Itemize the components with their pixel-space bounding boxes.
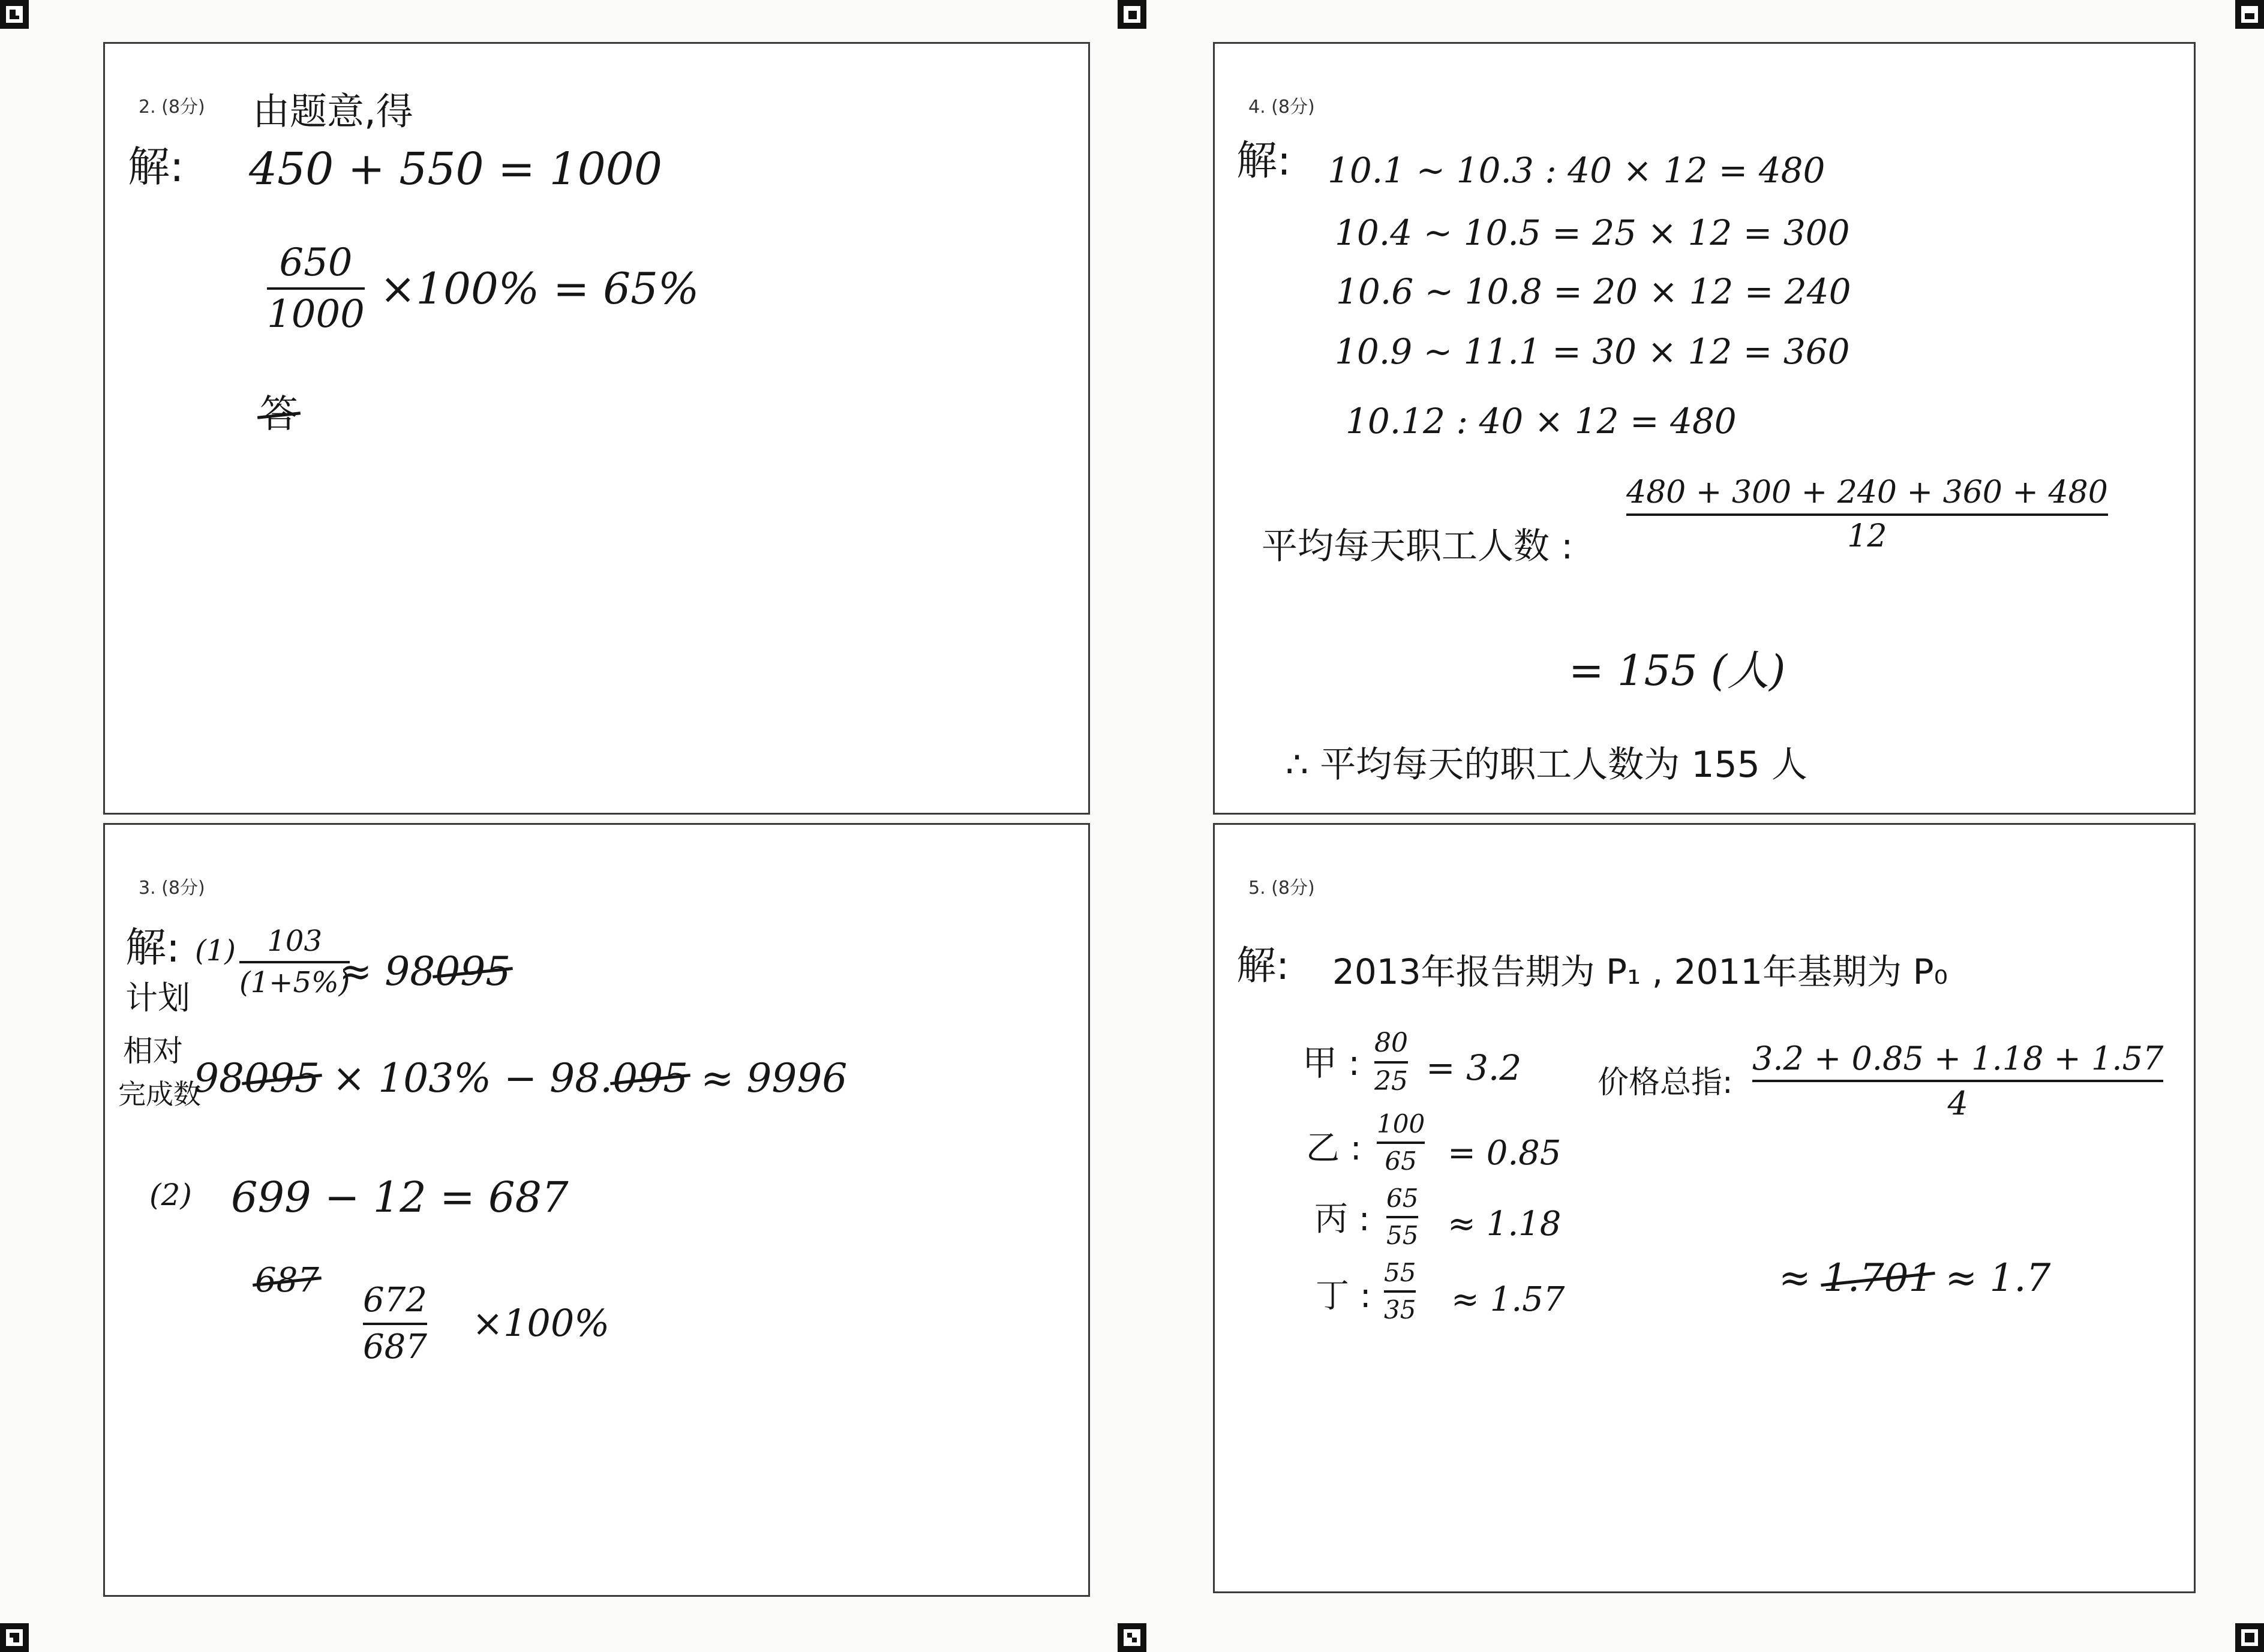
corner-marker-bottom-left: [0, 1623, 29, 1652]
handwritten-percent: ×100%: [472, 1301, 610, 1345]
handwritten-answer-scribble: 答: [260, 392, 298, 437]
handwritten-bing-fraction: 65 55: [1386, 1184, 1419, 1251]
handwritten-fraction: [239, 926, 350, 999]
handwritten-average-fraction: [1626, 476, 2108, 554]
question-label: 4. (8分): [1248, 97, 1315, 118]
corner-marker-bottom-center: [1118, 1623, 1146, 1652]
handwritten-row-3: 10.6 ~ 10.8 = 20 × 12 = 240: [1336, 271, 1851, 312]
handwritten-ding-fraction: 55 35: [1384, 1258, 1416, 1325]
handwritten-index-label: 价格总指:: [1598, 1065, 1733, 1101]
fraction-numerator: 480 + 300 + 240 + 360 + 480: [1626, 474, 2108, 510]
handwritten-jia-fraction: 80 25: [1374, 1028, 1408, 1097]
answer-panel-q4: [1213, 42, 2196, 815]
handwritten-part2: (2): [149, 1178, 192, 1212]
handwritten-fraction-2: [363, 1282, 427, 1365]
handwritten-row-2: 10.4 ~ 10.5 = 25 × 12 = 300: [1335, 212, 1850, 253]
handwritten-intro: 2013年报告期为 P₁ , 2011年基期为 P₀: [1332, 951, 1948, 992]
handwritten-ding-result: ≈ 1.57: [1451, 1280, 1565, 1319]
handwritten-bing-result: ≈ 1.18: [1448, 1205, 1562, 1243]
handwritten-jie: 解:: [125, 924, 180, 972]
handwritten-calc2: 699 − 12 = 687: [231, 1173, 569, 1222]
answer-panel-q2: [103, 42, 1090, 815]
corner-marker-top-left: [0, 0, 29, 29]
fraction-numerator: 103: [267, 924, 322, 958]
handwritten-yi-result: = 0.85: [1448, 1134, 1562, 1173]
handwritten-fraction: [267, 242, 365, 336]
answer-panel-q5: [1213, 823, 2196, 1593]
handwritten-calc-line: 98095 × 103% − 98.095 ≈ 9996: [194, 1055, 848, 1101]
handwritten-struck-word: 687: [255, 1261, 319, 1300]
handwritten-sum: 450 + 550 = 1000: [249, 143, 662, 195]
fraction-bar: [267, 287, 365, 290]
handwritten-average-label: 平均每天职工人数 :: [1262, 525, 1574, 567]
fraction-denominator: (1+5%): [239, 965, 350, 999]
handwritten-row-1: 10.1 ~ 10.3 : 40 × 12 = 480: [1328, 150, 1825, 191]
handwritten-ding-label: 丁 :: [1316, 1276, 1371, 1315]
handwritten-index-fraction: 3.2 + 0.85 + 1.18 + 1.57 4: [1752, 1040, 2164, 1123]
fraction-bar: [1626, 513, 2108, 516]
answer-panel-q3: [103, 823, 1090, 1597]
handwritten-bing-label: 丙 :: [1314, 1200, 1370, 1239]
question-label: 3. (8分): [139, 878, 205, 899]
handwritten-conclusion: ∴ 平均每天的职工人数为 155 人: [1286, 744, 1807, 786]
handwritten-jia-result: = 3.2: [1426, 1047, 1522, 1088]
question-label: 5. (8分): [1248, 878, 1315, 899]
handwritten-jie: 解:: [1236, 942, 1290, 989]
handwritten-row-4: 10.9 ~ 11.1 = 30 × 12 = 360: [1335, 331, 1850, 372]
handwritten-jie: 解:: [1236, 137, 1291, 185]
handwritten-average-result: = 155 (人): [1569, 646, 1786, 695]
handwritten-row-5: 10.12 : 40 × 12 = 480: [1346, 401, 1737, 441]
struck-digits: 1.701: [1822, 1256, 1933, 1300]
handwritten-yi-fraction: 100 65: [1377, 1109, 1425, 1176]
struck-digits: 095: [435, 948, 511, 995]
fraction-numerator: 672: [363, 1281, 427, 1320]
struck-digits: 095: [612, 1055, 689, 1101]
fraction-numerator: 650: [279, 241, 353, 285]
handwritten-jia-label: 甲 :: [1302, 1043, 1360, 1083]
handwritten-side-label-2: 相对: [123, 1034, 183, 1068]
handwritten-jie: 解:: [128, 142, 184, 191]
handwritten-percent-result: ×100% = 65%: [380, 263, 699, 314]
corner-marker-bottom-right: [2235, 1623, 2264, 1652]
fraction-bar: [239, 961, 350, 963]
handwritten-part1: (1): [195, 934, 236, 968]
fraction-denominator: 1000: [267, 292, 365, 337]
handwritten-yi-label: 乙 :: [1306, 1129, 1362, 1168]
fraction-denominator: 687: [363, 1327, 427, 1366]
question-label: 2. (8分): [139, 97, 205, 118]
handwritten-approx: ≈ 98095: [339, 948, 511, 995]
fraction-bar: [363, 1323, 427, 1325]
struck-digits: 095: [244, 1055, 320, 1101]
corner-marker-top-right: [2235, 0, 2264, 29]
handwritten-intro: 由题意,得: [253, 89, 413, 133]
handwritten-final: ≈ 1.701 ≈ 1.7: [1779, 1256, 2051, 1300]
fraction-denominator: 12: [1847, 518, 1887, 555]
handwritten-side-label-3: 完成数: [118, 1078, 201, 1110]
corner-marker-top-center: [1118, 0, 1146, 29]
handwritten-side-label-1: 计划: [125, 979, 190, 1017]
